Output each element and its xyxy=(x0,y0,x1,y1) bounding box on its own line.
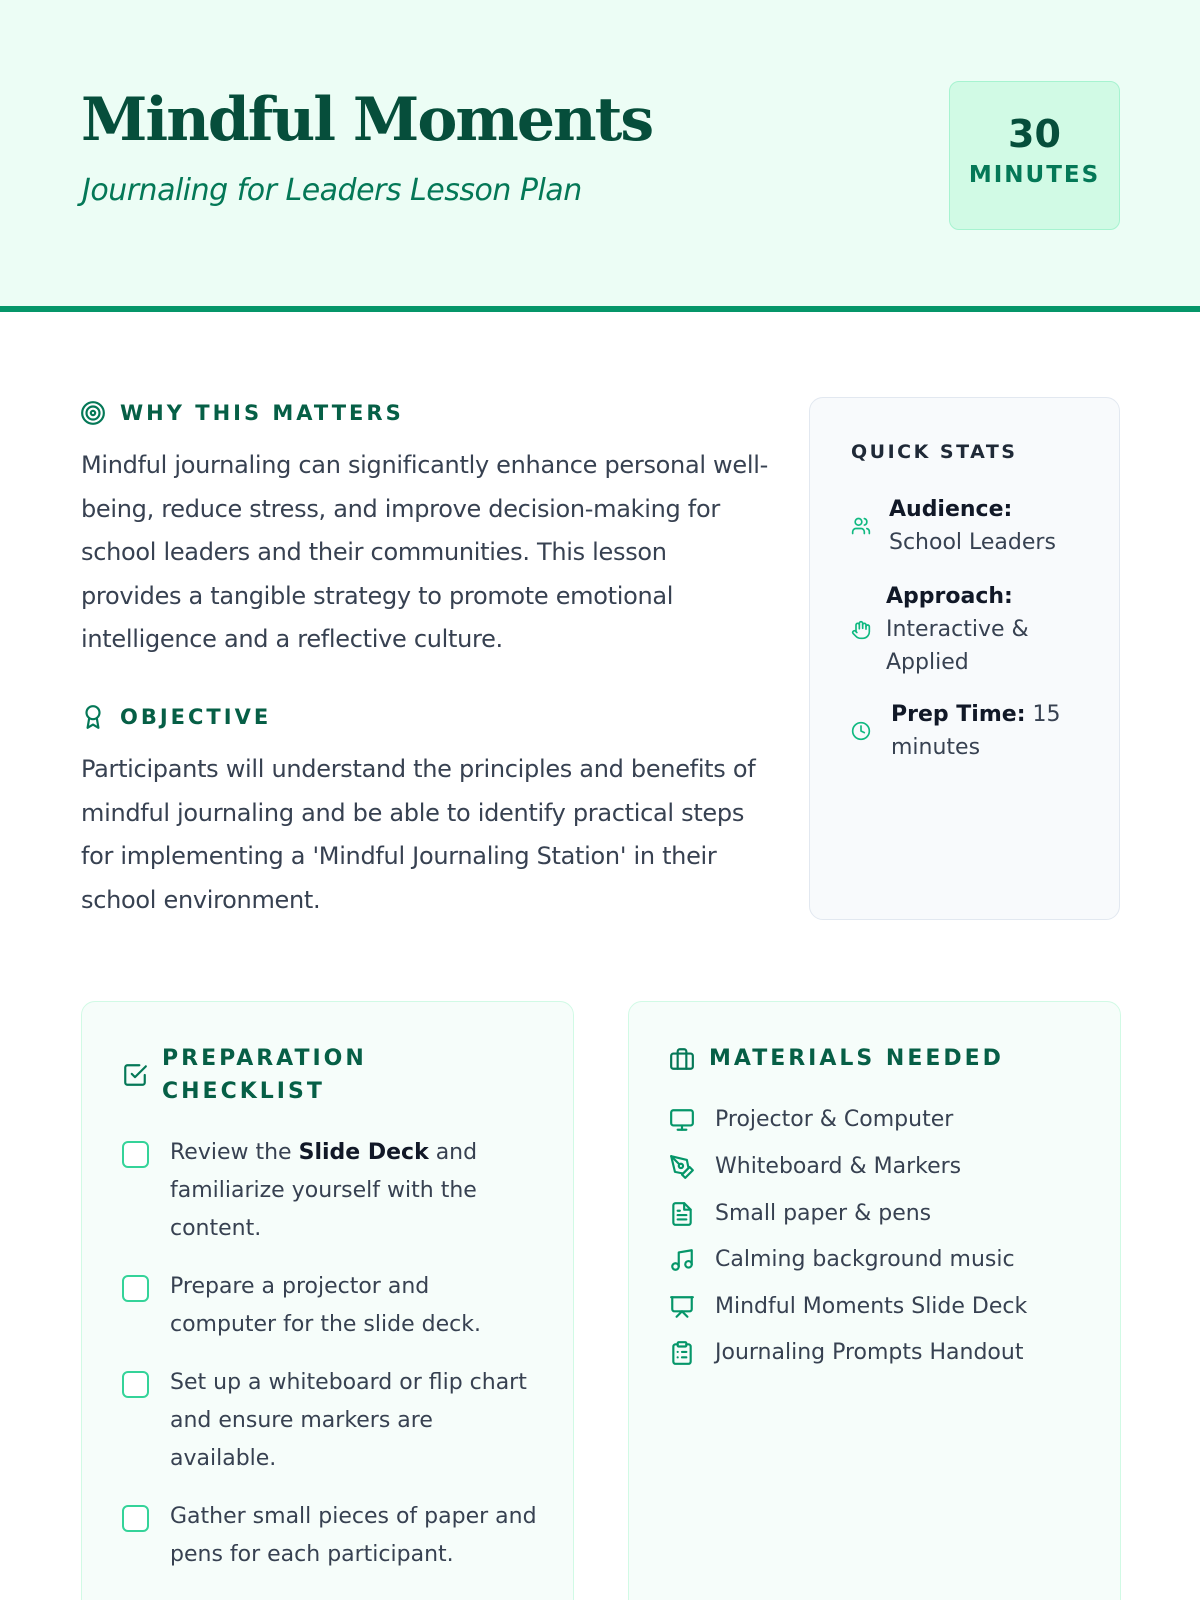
stat-prep-time xyxy=(851,698,1081,764)
slide-deck-emphasis: Slide Deck xyxy=(298,1140,429,1165)
checkbox[interactable] xyxy=(122,1505,149,1532)
checklist-item-text xyxy=(170,1134,542,1248)
material-item-text: Projector & Computer xyxy=(715,1107,954,1132)
stat-prep-value: 15 minutes xyxy=(891,702,1061,760)
why-heading-label: WHY THIS MATTERS xyxy=(120,401,404,425)
stat-approach xyxy=(851,580,1061,679)
hand-icon xyxy=(851,620,871,640)
material-item-text: Whiteboard & Markers xyxy=(715,1154,962,1179)
checklist-item-text-end: and familiarize yourself with the content. xyxy=(170,1140,478,1241)
presentation-icon xyxy=(669,1294,695,1320)
page-title: Mindful Moments xyxy=(81,85,653,155)
stat-approach-label: Approach: xyxy=(886,584,1013,609)
music-icon xyxy=(669,1247,695,1273)
pen-tool-icon xyxy=(669,1154,695,1180)
materials-card xyxy=(628,1001,1121,1600)
material-item-text: Journaling Prompts Handout xyxy=(715,1340,1024,1365)
check-square-icon xyxy=(122,1062,148,1088)
checklist-item[interactable] xyxy=(122,1364,542,1478)
checkbox[interactable] xyxy=(122,1371,149,1398)
checklist-item-text-start: Review the xyxy=(170,1140,299,1165)
why-text: Mindful journaling can significantly enhance personal well-being, reduce stress, and improve decision-making for school leaders and their communities. This lesson provides a tangible strategy to promote emotional intelligence and a reflective culture. xyxy=(81,451,768,653)
materials-heading-label: MATERIALS NEEDED xyxy=(709,1046,1004,1071)
material-item xyxy=(669,1150,961,1184)
clock-icon xyxy=(851,721,871,741)
material-item xyxy=(669,1103,953,1137)
stat-prep-label: Prep Time: xyxy=(891,702,1026,727)
checklist-item-text: Prepare a projector and computer for the slide deck. xyxy=(170,1274,481,1337)
target-icon xyxy=(80,400,106,426)
material-item xyxy=(669,1243,1015,1277)
material-item-text: Calming background music xyxy=(715,1247,1015,1272)
checkbox[interactable] xyxy=(122,1275,149,1302)
checklist-card xyxy=(81,1001,574,1600)
checkbox[interactable] xyxy=(122,1141,149,1168)
checklist-heading-label: PREPARATION CHECKLIST xyxy=(162,1046,367,1104)
objective-heading xyxy=(80,704,271,730)
checklist-item-text: Gather small pieces of paper and pens for each participant. xyxy=(170,1504,537,1567)
materials-heading xyxy=(669,1042,1004,1075)
checklist-item-text: Set up a whiteboard or flip chart and ensure markers are available. xyxy=(170,1370,527,1471)
checklist-item[interactable] xyxy=(122,1134,542,1248)
page-subtitle: Journaling for Leaders Lesson Plan xyxy=(82,173,582,208)
material-item xyxy=(669,1336,1023,1370)
duration-badge xyxy=(949,81,1120,230)
quick-stats-panel xyxy=(809,397,1120,920)
objective-heading-label: OBJECTIVE xyxy=(120,705,272,729)
stat-audience-label: Audience: xyxy=(889,497,1013,522)
why-heading xyxy=(80,400,404,426)
checklist-heading xyxy=(122,1042,422,1108)
stat-approach-value: Interactive & Applied xyxy=(886,617,1029,675)
checklist-item[interactable] xyxy=(122,1498,542,1574)
users-icon xyxy=(851,516,871,536)
stat-audience-value: School Leaders xyxy=(889,530,1056,555)
award-icon xyxy=(80,704,106,730)
stat-audience xyxy=(851,493,1081,559)
material-item xyxy=(669,1290,1027,1324)
material-item-text: Mindful Moments Slide Deck xyxy=(715,1294,1028,1319)
quick-stats-title: QUICK STATS xyxy=(851,441,1018,463)
monitor-icon xyxy=(669,1107,695,1133)
lesson-header xyxy=(0,0,1200,312)
material-item-text: Small paper & pens xyxy=(715,1201,932,1226)
duration-value: 30 xyxy=(1008,112,1061,156)
material-item xyxy=(669,1197,931,1231)
briefcase-icon xyxy=(669,1046,695,1072)
file-text-icon xyxy=(669,1201,695,1227)
checklist-item[interactable] xyxy=(122,1268,542,1344)
clipboard-list-icon xyxy=(669,1340,695,1366)
duration-unit: MINUTES xyxy=(968,162,1101,188)
objective-text: Participants will understand the principles and benefits of mindful journaling and be able to identify practical steps for implementing a 'Mindful Journaling Station' in their school environment. xyxy=(81,755,756,914)
